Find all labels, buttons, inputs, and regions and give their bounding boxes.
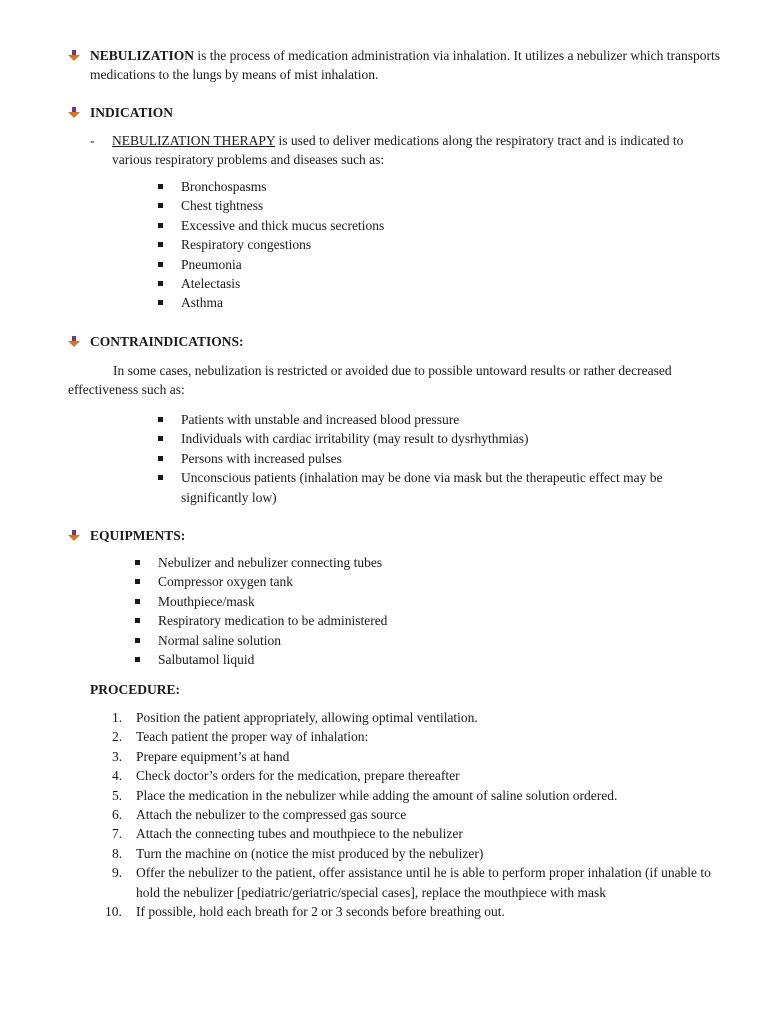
list-item: Mouthpiece/mask (135, 592, 715, 611)
list-item: Normal saline solution (135, 631, 715, 650)
square-bullet-icon (135, 560, 140, 565)
indication-dash: - (90, 133, 95, 148)
list-item: Excessive and thick mucus secretions (158, 216, 718, 235)
intro-term: NEBULIZATION (90, 48, 195, 63)
square-bullet-icon (158, 281, 163, 286)
procedure-step: 8. Turn the machine on (notice the mist produced by the nebulizer) (112, 845, 484, 861)
square-bullet-icon (158, 203, 163, 208)
indication-text: is used to deliver medications along the respiratory tract and is indicated to various respiratory problems and diseases such as: (112, 133, 684, 168)
procedure-step: 2. Teach patient the proper way of inhalation: (112, 729, 369, 745)
procedure-step: 6. Attach the nebulizer to the compressed gas source (112, 807, 407, 823)
indication-paragraph (112, 131, 712, 170)
list-item: Nebulizer and nebulizer connecting tubes (135, 553, 715, 572)
down-arrow-bullet-icon (68, 530, 80, 542)
down-arrow-bullet-icon (68, 336, 80, 348)
square-bullet-icon (135, 599, 140, 604)
procedure-step: 4. Check doctor’s orders for the medication, prepare thereafter (112, 768, 460, 784)
list-item: Patients with unstable and increased blood pressure (158, 410, 723, 429)
square-bullet-icon (158, 223, 163, 228)
list-item: Atelectasis (158, 274, 718, 293)
down-arrow-bullet-icon (68, 107, 80, 119)
procedure-step: 7. Attach the connecting tubes and mouthpiece to the nebulizer (112, 826, 463, 842)
list-item: Pneumonia (158, 255, 718, 274)
indication-heading: INDICATION (90, 105, 174, 120)
down-arrow-bullet-icon (68, 50, 80, 62)
square-bullet-icon (158, 456, 163, 461)
equipments-list (135, 553, 715, 669)
list-item: Respiratory medication to be administered (135, 611, 715, 630)
procedure-step: 5. Place the medication in the nebulizer while adding the amount of saline solution ordered. (112, 787, 618, 803)
square-bullet-icon (158, 417, 163, 422)
list-item: Individuals with cardiac irritability (may result to dysrhythmias) (158, 429, 723, 448)
list-item: Respiratory congestions (158, 235, 718, 254)
equipments-heading: EQUIPMENTS: (90, 528, 186, 543)
contraindications-list (158, 410, 723, 507)
list-item: Unconscious patients (inhalation may be done via mask but the therapeutic effect may be significantly low) (158, 468, 723, 507)
list-item: Compressor oxygen tank (135, 572, 715, 591)
procedure-heading: PROCEDURE: (90, 682, 180, 697)
procedure-step: 9. Offer the nebulizer to the patient, offer assistance until he is able to perform proper inhalation (if unable to hold the nebulizer [pediatric/geriatric/special cases], replace the mouthpiece with mask (112, 865, 711, 900)
square-bullet-icon (158, 262, 163, 267)
square-bullet-icon (158, 436, 163, 441)
contraindications-intro: In some cases, nebulization is restricted or avoided due to possible untoward results or rather decreased effectiveness such as: (68, 363, 672, 398)
list-item: Salbutamol liquid (135, 650, 715, 669)
list-item: Persons with increased pulses (158, 449, 723, 468)
square-bullet-icon (135, 579, 140, 584)
square-bullet-icon (135, 638, 140, 643)
square-bullet-icon (158, 184, 163, 189)
square-bullet-icon (158, 242, 163, 247)
indication-term: NEBULIZATION THERAPY (112, 133, 276, 148)
intro-text: is the process of medication administration via inhalation. It utilizes a nebulizer which transports medications to the lungs by means of mist inhalation. (90, 48, 721, 83)
list-item: Chest tightness (158, 196, 718, 215)
procedure-step: 1. Position the patient appropriately, allowing optimal ventilation. (112, 710, 478, 725)
procedure-steps (105, 708, 724, 921)
square-bullet-icon (135, 618, 140, 623)
square-bullet-icon (135, 657, 140, 662)
indication-list (158, 177, 718, 313)
procedure-step: 10. If possible, hold each breath for 2 or 3 seconds before breathing out. (105, 904, 505, 920)
intro-paragraph (90, 46, 728, 85)
square-bullet-icon (158, 300, 163, 305)
procedure-step: 3. Prepare equipment’s at hand (112, 748, 290, 764)
list-item: Asthma (158, 293, 718, 312)
contraindications-heading: CONTRAINDICATIONS: (90, 334, 244, 349)
list-item: Bronchospasms (158, 177, 718, 196)
square-bullet-icon (158, 475, 163, 480)
